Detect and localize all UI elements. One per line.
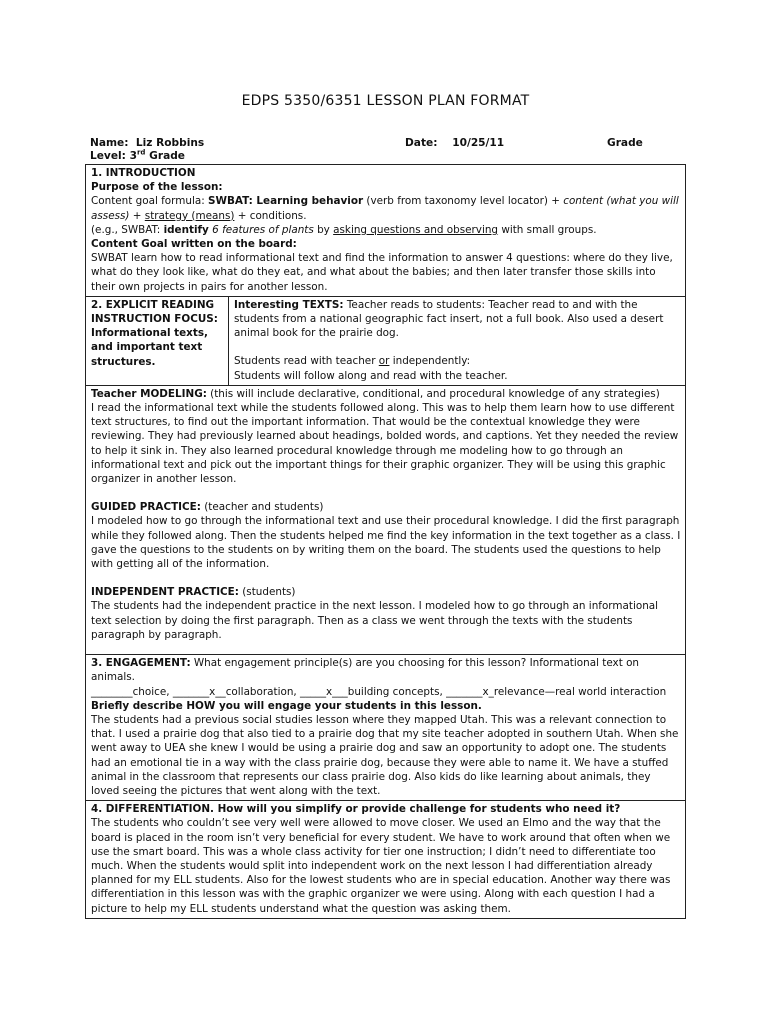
- level-field: [90, 149, 185, 163]
- guided-heading: [91, 500, 681, 514]
- lesson-plan-page: [85, 92, 686, 919]
- level-label: Level:: [90, 150, 126, 162]
- grade-label: Grade: [607, 137, 643, 149]
- formula-example: [91, 223, 681, 237]
- independent-label: INDEPENDENT PRACTICE:: [91, 586, 239, 599]
- formula-text-2: (verb from taxonomy level locator) +: [363, 195, 564, 208]
- example-by: by: [313, 223, 334, 236]
- formula-swbat: SWBAT: Learning behavior: [208, 195, 364, 208]
- reading-focus-text: 2. EXPLICIT READING INSTRUCTION FOCUS: Informational texts, and important text structures.: [91, 298, 218, 368]
- interesting-texts: [234, 298, 681, 341]
- formula-text-3: +: [129, 209, 145, 222]
- differentiation-text: The students who couldn’t see very well were allowed to move closer. We used an Elmo and the way that the board is placed in the room isn’t very beneficial for every student. We have to work around that often when we use the smart board. This was a whole class activity for tier one instruction; I didn’t need to differentiate too much. When the students would split into independent work on the next lesson I had differentiation already planned for my ELL students. Also for the lowest students who are in special education. Another way there was differentiation in this lesson was with the graphic organizer we were using. Along with each question I had a picture to help my ELL students understand what the question was asking them.: [91, 817, 671, 915]
- example-identify: identify: [163, 223, 209, 236]
- date-value: 10/25/11: [452, 137, 505, 149]
- page-title: EDPS 5350/6351 LESSON PLAN FORMAT: [241, 93, 530, 109]
- date-label: Date:: [405, 137, 438, 149]
- reading-focus-cell: [86, 296, 229, 385]
- content-goal-heading: Content Goal written on the board:: [91, 238, 297, 251]
- content-goal-text: SWBAT learn how to read informational text and find the information to answer 4 questions: where do they live, what do they look like, what do they eat, and what about the babies; and then later transfer those skills into their own projects in pairs for another lesson.: [91, 252, 673, 293]
- modeling-heading: [91, 387, 681, 401]
- independent-note: (students): [238, 586, 296, 599]
- engagement-how-text: The students had a previous social studies lesson where they mapped Utah. This was a relevant connection to that. I used a prairie dog that also tied to a prairie dog that my site teacher adopted in southern Utah. When she went away to UEA she knew I would be using a prairie dog and saw an opportunity to adopt one. The students had an emotional tie in a way with the class prairie dog, because they were able to name it. We have a stuffed animal in the classroom that represents our class prairie dog. Also kids do like learning about animals, they loved seeing the pictures that went along with the text.: [91, 713, 679, 797]
- example-features: 6 features of plants: [212, 223, 314, 236]
- modeling-text: I read the informational text while the students followed along. This was to help them learn how to use different text structures, to find out the important information. That would be the contextual knowledge they were reviewing. They had previously learned about headings, bolded words, and captions. Yet they needed the review to help it sink in. They also learned procedural knowledge through me modeling how to go through an informational text and pick out the important things for their graphic organizer. They will be using this graphic organizer in another lesson.: [91, 402, 679, 486]
- engagement-label: 3. ENGAGEMENT:: [91, 657, 191, 670]
- example-asking: asking questions and observing: [333, 223, 499, 236]
- modeling-note: (this will include declarative, conditional, and procedural knowledge of any strategies): [206, 387, 660, 400]
- name-value: Liz Robbins: [135, 137, 205, 149]
- guided-note: (teacher and students): [200, 501, 324, 514]
- formula-content: content (what you will assess): [91, 195, 679, 222]
- name-field: [90, 136, 204, 150]
- students-read-line: [234, 354, 681, 368]
- level-suffix: Grade: [149, 150, 185, 162]
- formula-strategy: strategy (means): [144, 209, 235, 222]
- date-field: [405, 136, 504, 150]
- engagement-text: What engagement principle(s) are you choosing for this lesson? Informational text on animals.: [91, 657, 640, 684]
- section-engagement: [86, 655, 686, 801]
- texts-label: Interesting TEXTS:: [234, 298, 344, 311]
- purpose-heading: Purpose of the lesson:: [91, 181, 223, 194]
- example-text-1: (e.g., SWBAT:: [91, 223, 164, 236]
- section-reading-instruction: [86, 296, 686, 385]
- example-end: with small groups.: [498, 223, 597, 236]
- formula-text-4: + conditions.: [234, 209, 307, 222]
- engagement-question: [91, 656, 681, 684]
- independent-heading: [91, 585, 681, 599]
- name-label: Name:: [90, 137, 129, 149]
- lesson-plan-table: [85, 164, 686, 919]
- formula-text-1: Content goal formula:: [91, 195, 209, 208]
- engagement-options: ________choice, _______x__collaboration, _____x___building concepts, _______x_relevance—real world interaction: [91, 685, 667, 698]
- independent-text: The students had the independent practice in the next lesson. I modeled how to go through an informational text selection by doing the first paragraph. Then as a class we went through the texts with the students paragraph by paragraph.: [91, 600, 659, 641]
- students-follow-line: Students will follow along and read with the teacher.: [234, 369, 508, 382]
- section-introduction: [86, 165, 686, 297]
- level-value: 3: [129, 150, 137, 162]
- section-modeling: [86, 385, 686, 654]
- students-text-1: Students read with teacher: [234, 355, 379, 368]
- interesting-texts-cell: [229, 296, 686, 385]
- header-info: [85, 136, 686, 164]
- modeling-label: Teacher MODELING:: [91, 387, 207, 400]
- section-differentiation: [86, 801, 686, 919]
- introduction-heading: 1. INTRODUCTION: [91, 167, 196, 179]
- guided-text: I modeled how to go through the informational text and use their procedural knowledge. I did the first paragraph while they followed along. Then the students helped me find the key information in the text together as a class. I gave the questions to the students on by writing them on the board. The students used the questions to help with getting all of the information.: [91, 515, 681, 571]
- level-sup: rd: [136, 148, 146, 157]
- guided-label: GUIDED PRACTICE:: [91, 501, 201, 514]
- differentiation-heading: 4. DIFFERENTIATION. How will you simplify or provide challenge for students who need it?: [91, 803, 621, 816]
- students-or: or: [378, 355, 390, 368]
- texts-value: Teacher reads to students: Teacher read to and with the students from a national geographic fact insert, not a full book. Also used a desert animal book for the prairie dog.: [234, 298, 664, 340]
- content-goal-formula: [91, 194, 681, 222]
- engagement-how-heading: Briefly describe HOW you will engage your students in this lesson.: [91, 699, 482, 712]
- students-text-2: independently:: [389, 355, 471, 368]
